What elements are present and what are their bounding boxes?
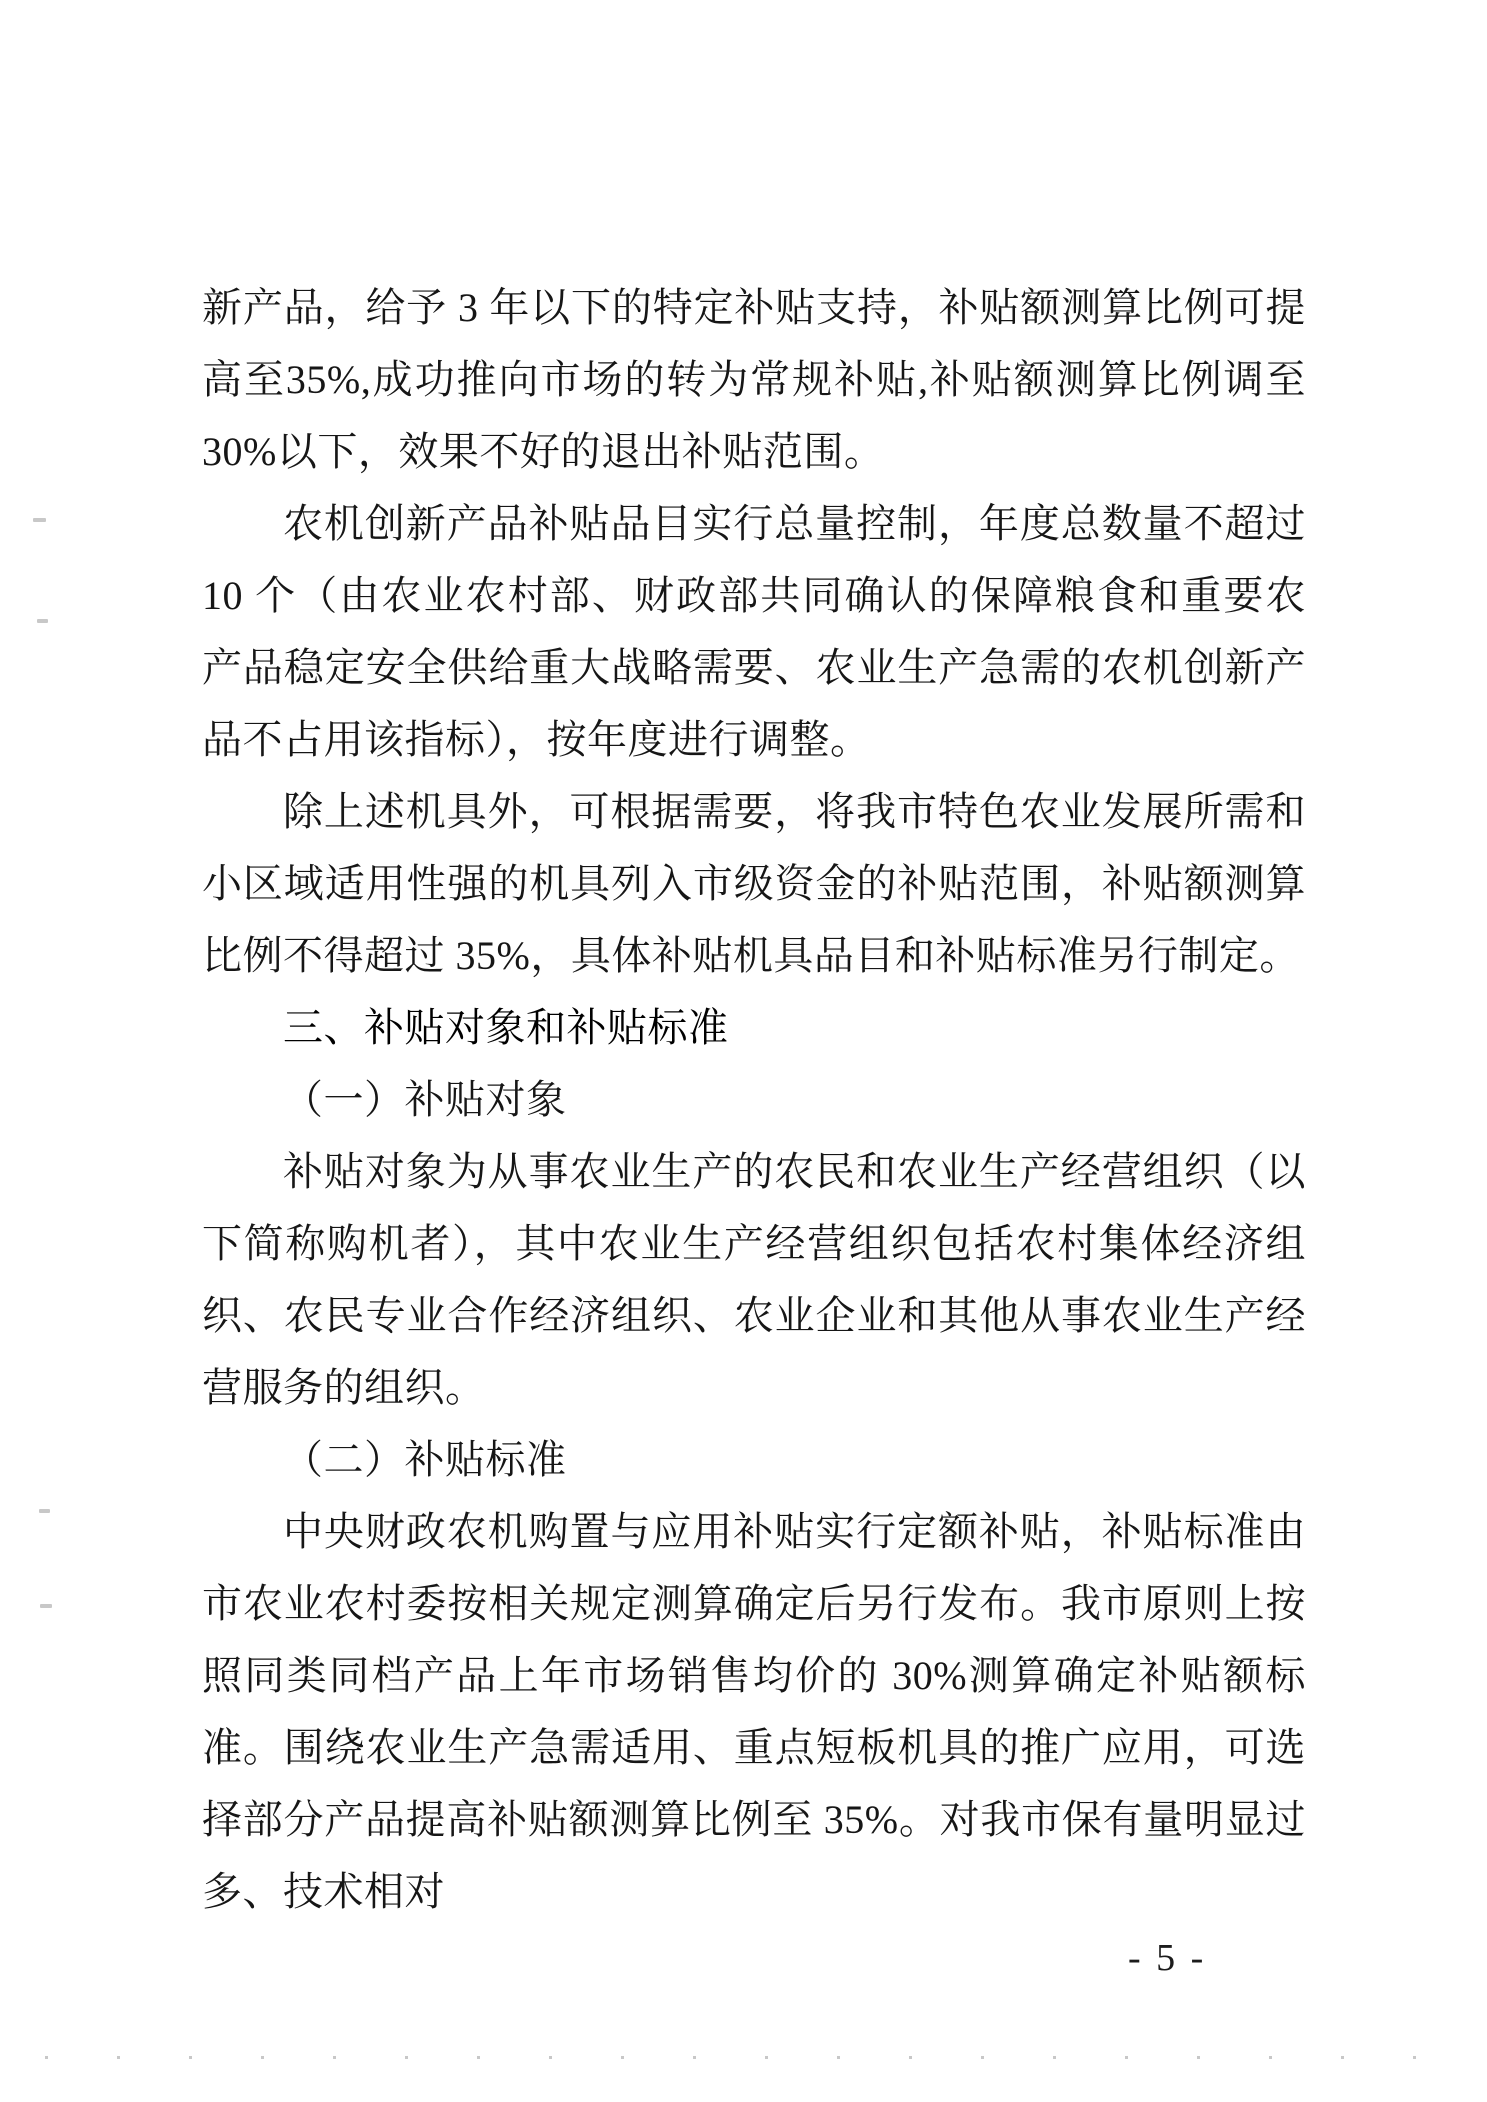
section-heading: 三、补贴对象和补贴标准: [283, 1006, 729, 1050]
body-paragraph: 中央财政农机购置与应用补贴实行定额补贴，补贴标准由市农业农村委按相关规定测算确定后另行发布。我市原则上按照同类同档产品上年市场销售均价的 30%测算确定补贴额标准。围绕农业生产急需适用、重点短板机具的推广应用，可选择部分产品提高补贴额测算比例至 35%。对我市保有量明显过多、技术相对: [202, 1509, 1306, 1914]
body-paragraph: 除上述机具外，可根据需要，将我市特色农业发展所需和小区域适用性强的机具列入市级资金的补贴范围，补贴额测算比例不得超过 35%，具体补贴机具品目和补贴标准另行制定。: [202, 789, 1306, 978]
scan-artifact: [33, 518, 46, 522]
document-body: [202, 272, 1306, 1928]
body-paragraph-continuation: 新产品，给予 3 年以下的特定补贴支持，补贴额测算比例可提高至35%,成功推向市场的转为常规补贴,补贴额测算比例调至30%以下，效果不好的退出补贴范围。: [202, 285, 1306, 474]
subsection-heading: （二）补贴标准: [283, 1437, 567, 1482]
scan-artifact: [37, 619, 48, 623]
body-paragraph: 补贴对象为从事农业生产的农民和农业生产经营组织（以下简称购机者），其中农业生产经营组织包括农村集体经济组织、农民专业合作经济组织、农业企业和其他从事农业生产经营服务的组织。: [202, 1149, 1306, 1410]
scan-artifact: [39, 1509, 50, 1513]
body-paragraph: 农机创新产品补贴品目实行总量控制，年度总数量不超过 10 个（由农业农村部、财政部共同确认的保障粮食和重要农产品稳定安全供给重大战略需要、农业生产急需的农机创新产品不占用该指标），按年度进行调整。: [202, 501, 1306, 762]
page-number: - 5 -: [1128, 1937, 1207, 1979]
subsection-heading: （一）补贴对象: [283, 1077, 567, 1122]
scan-artifact-dotted-row: [45, 2056, 1445, 2059]
scan-artifact: [40, 1604, 52, 1608]
